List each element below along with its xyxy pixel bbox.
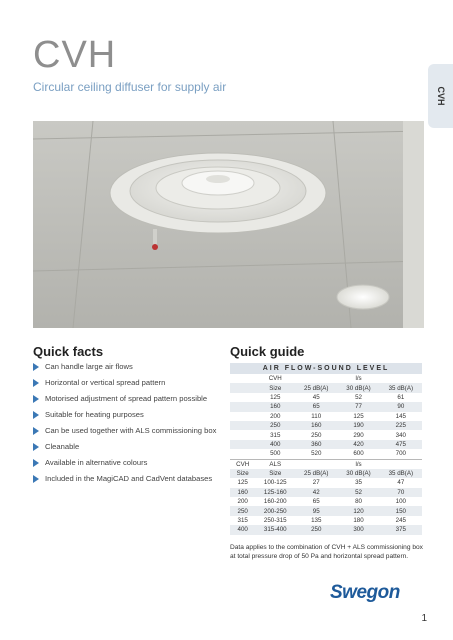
page-number: 1	[421, 613, 427, 624]
table-cell: 245	[395, 517, 406, 525]
table-cell: 42	[295, 488, 337, 497]
table-cell: 290	[353, 431, 364, 439]
table-cell: 120	[337, 506, 379, 515]
table-cell: 52	[337, 488, 379, 497]
table-header: 25 dB(A)	[295, 469, 337, 478]
quick-fact-text: Horizontal or vertical spread pattern	[45, 378, 166, 387]
quick-fact-text: Cleanable	[45, 442, 80, 451]
product-photo	[33, 121, 424, 328]
table-header: CVH	[230, 459, 255, 469]
airflow-sound-table	[230, 363, 422, 535]
list-item	[33, 362, 228, 378]
table-header: ALS	[255, 459, 295, 469]
table-header: 35 dB(A)	[380, 469, 422, 478]
table-cell: 27	[312, 479, 320, 487]
table-header: CVH	[268, 375, 282, 383]
bullet-arrow-icon	[33, 395, 39, 403]
table-cell	[230, 374, 255, 383]
table-cell: 125	[353, 412, 364, 420]
quick-facts-heading: Quick facts	[33, 344, 104, 359]
table-header: 30 dB(A)	[337, 469, 379, 478]
table-cell: 145	[395, 412, 406, 420]
table-cell: 47	[397, 479, 405, 487]
bullet-arrow-icon	[33, 459, 39, 467]
quick-fact-text: Can handle large air flows	[45, 362, 133, 371]
bullet-arrow-icon	[33, 363, 39, 371]
bullet-arrow-icon	[33, 379, 39, 387]
table-cell: 100	[395, 498, 406, 506]
bullet-arrow-icon	[33, 411, 39, 419]
table-cell: 360	[295, 440, 337, 449]
table-cell: 200	[237, 498, 248, 506]
table-cell: 400	[230, 525, 255, 534]
table-cell: 160	[255, 402, 295, 411]
table-cell: 180	[353, 517, 364, 525]
table-footnote: Data applies to the combination of CVH + ALS commissioning box at total pressure drop of 50 Pa and horizontal spread pattern.	[230, 544, 423, 560]
table-cell: 77	[337, 402, 379, 411]
table-header: l/s	[295, 459, 422, 469]
quick-fact-text: Available in alternative colours	[45, 458, 148, 467]
table-cell: 250	[255, 421, 295, 430]
table-cell: 700	[395, 450, 406, 458]
table-cell: 340	[395, 431, 406, 439]
table-cell: 125	[270, 393, 281, 401]
table-cell: 315	[270, 431, 281, 439]
table-cell: 160	[230, 488, 255, 497]
list-item	[33, 474, 228, 490]
brand-logo: Swegon	[330, 582, 400, 603]
table-cell: 200	[270, 412, 281, 420]
table-cell: 35	[355, 479, 362, 487]
list-item	[33, 458, 228, 474]
table-cell: 160-200	[263, 498, 287, 506]
table-cell: 315	[237, 517, 248, 525]
list-item	[33, 410, 228, 426]
table-cell	[230, 383, 255, 392]
table-header: Size	[255, 469, 295, 478]
quick-fact-text: Can be used together with ALS commissioning box	[45, 426, 217, 435]
ceiling-diffuser-image	[33, 121, 424, 328]
table-cell: 65	[295, 402, 337, 411]
table-cell: 61	[397, 393, 405, 401]
table-cell: 100-125	[263, 479, 287, 487]
table-cell: 200-250	[255, 506, 295, 515]
bullet-arrow-icon	[33, 475, 39, 483]
table-cell: 70	[380, 488, 422, 497]
table-cell: 600	[353, 450, 364, 458]
table-cell: 315-400	[255, 525, 295, 534]
list-item	[33, 378, 228, 394]
quick-fact-text: Included in the MagiCAD and CadVent databases	[45, 474, 213, 483]
table-cell: 225	[380, 421, 422, 430]
table-header: l/s	[355, 375, 362, 383]
table-cell: 125-160	[255, 488, 295, 497]
table-cell: 250	[230, 506, 255, 515]
table-cell: 400	[255, 440, 295, 449]
table-cell: 250-315	[263, 517, 287, 525]
table-cell: 160	[295, 421, 337, 430]
table-cell: 300	[337, 525, 379, 534]
bullet-arrow-icon	[33, 443, 39, 451]
table-cell: 150	[380, 506, 422, 515]
list-item	[33, 394, 228, 410]
table-cell: 475	[380, 440, 422, 449]
side-tab	[428, 64, 453, 128]
table-header: 25 dB(A)	[295, 383, 337, 392]
table-cell: 45	[312, 393, 320, 401]
list-item	[33, 442, 228, 458]
table-cell: 250	[295, 525, 337, 534]
table-header: 30 dB(A)	[337, 383, 379, 392]
table-cell: 95	[295, 506, 337, 515]
table-cell: 500	[270, 450, 281, 458]
table-cell: 190	[337, 421, 379, 430]
table-cell: 65	[312, 498, 320, 506]
quick-guide-heading: Quick guide	[230, 344, 305, 359]
table-cell: 520	[311, 450, 322, 458]
page-title: CVH	[33, 34, 117, 76]
table-cell: 420	[337, 440, 379, 449]
table-cell: 52	[355, 393, 362, 401]
table-cell: 250	[311, 431, 322, 439]
list-item	[33, 426, 228, 442]
table-cell: 90	[380, 402, 422, 411]
table-cell: 125	[237, 479, 248, 487]
bullet-arrow-icon	[33, 427, 39, 435]
quick-fact-text: Suitable for heating purposes	[45, 410, 144, 419]
table-cell: 135	[311, 517, 322, 525]
table-header: Size	[255, 383, 295, 392]
page-subtitle: Circular ceiling diffuser for supply air	[33, 80, 227, 94]
table-cell: 375	[380, 525, 422, 534]
quick-fact-text: Motorised adjustment of spread pattern possible	[45, 394, 208, 403]
table-cell: 80	[355, 498, 362, 506]
table-header: Size	[230, 469, 255, 478]
table-caption: AIR FLOW-SOUND LEVEL	[230, 363, 422, 374]
table-header: 35 dB(A)	[380, 383, 422, 392]
side-tab-label: CVH	[435, 86, 446, 106]
table-cell: 110	[311, 412, 322, 420]
quick-facts-list	[33, 362, 228, 490]
